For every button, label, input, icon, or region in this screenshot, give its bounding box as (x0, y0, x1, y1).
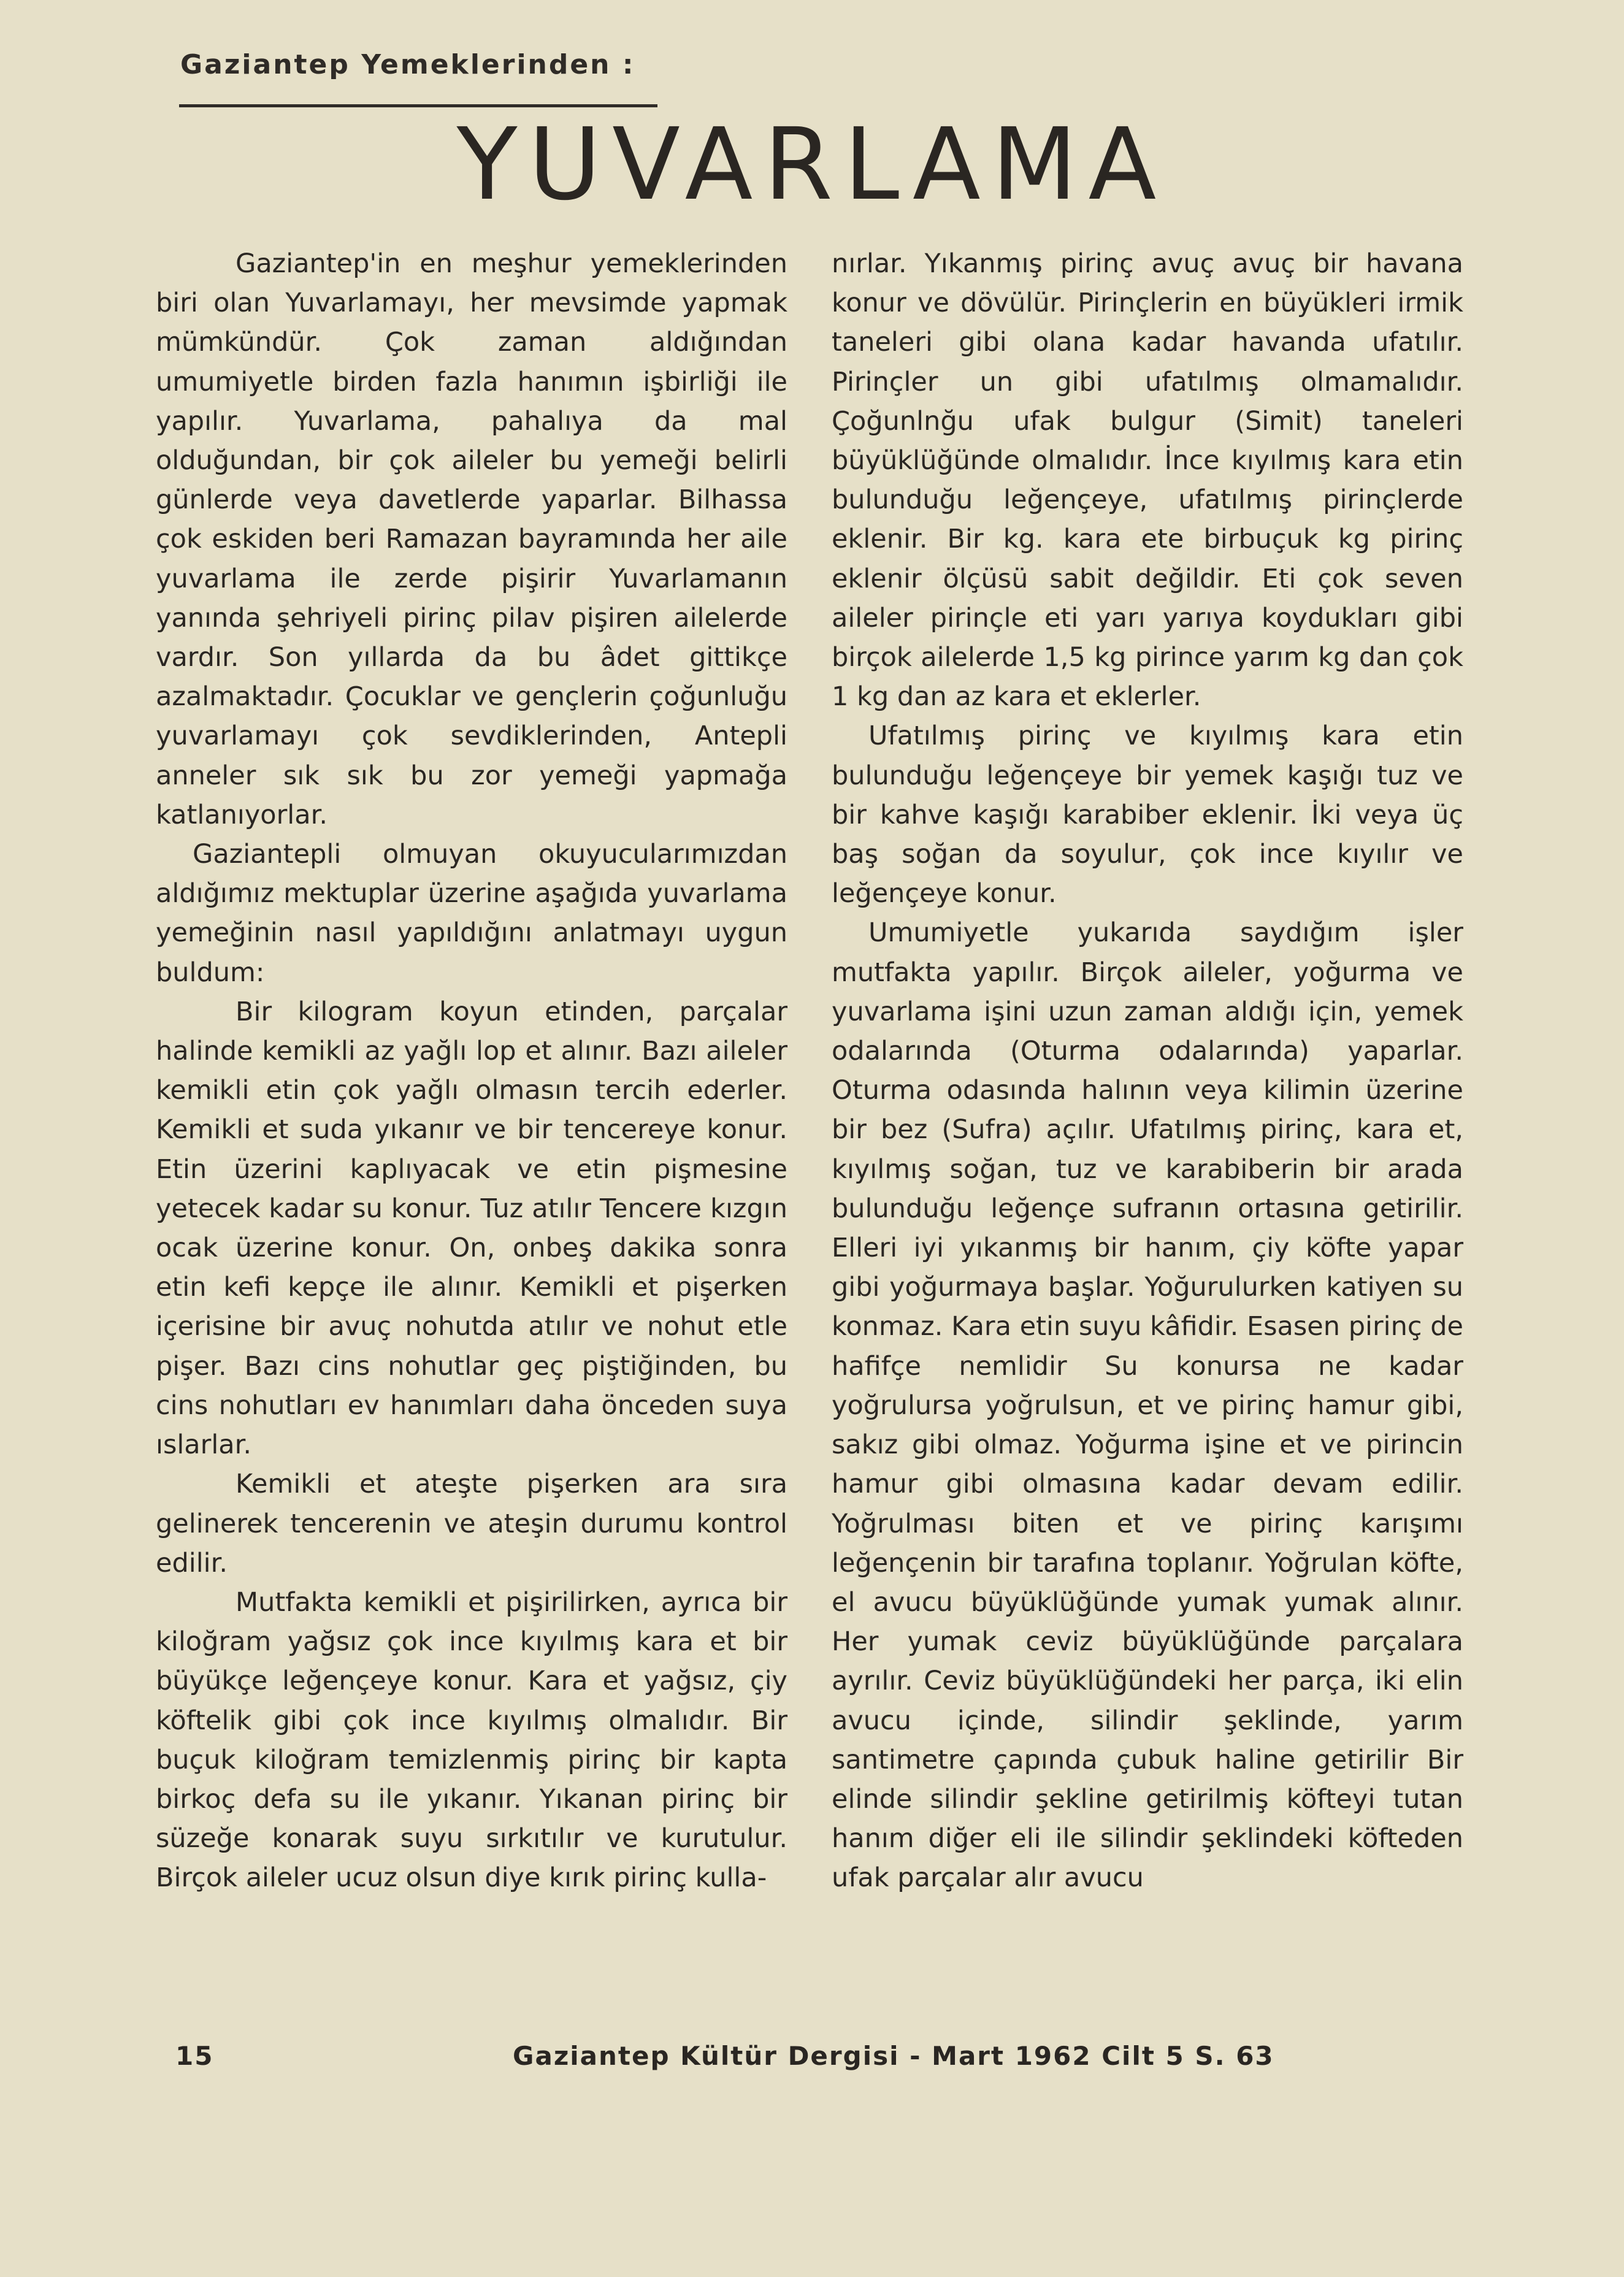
page-number: 15 (175, 2041, 214, 2071)
paragraph: nırlar. Yıkanmış pirinç avuç avuç bir havana konur ve dövülür. Pirinçlerin en büyükleri irmik taneleri gibi olana kadar havanda ufatılır. Pirinçler un gibi ufatılmış olmamalıdır. Çoğunlnğu ufak bulgur (Simit) taneleri büyüklüğünde olmalıdır. İnce kıyılmış kara etin bulunduğu leğençeye, ufatılmış pirinçlerde eklenir. Bir kg. kara ete birbuçuk kg pirinç eklenir ölçüsü sabit değildir. Eti çok seven aileler pirinçle eti yarı yarıya koydukları gibi birçok ailelerde 1,5 kg pirince yarım kg dan çok 1 kg dan az kara et eklerler. (832, 248, 1463, 713)
page-footer (0, 2041, 1624, 2078)
journal-citation: Gaziantep Kültür Dergisi - Mart 1962 Cilt 5 S. 63 (513, 2041, 1274, 2071)
paragraph: Umumiyetle yukarıda saydığım işler mutfakta yapılır. Birçok aileler, yoğurma ve yuvarlama işini uzun zaman aldığı için, yemek odalarında (Oturma odalarında) yaparlar. Oturma odasında halının veya kilimin üzerine bir bez (Sufra) açılır. Ufatılmış pirinç, kara et, kıyılmış soğan, tuz ve karabiberin bir arada bulunduğu leğençe sufranın ortasına getirilir. Elleri iyi yıkanmış bir hanım, çiy köfte yapar gibi yoğurmaya başlar. Yoğurulurken katiyen su konmaz. Kara etin suyu kâfidir. Esasen pirinç de hafifçe nemlidir Su konursa ne kadar yoğrulursa yoğrulsun, et ve pirinç hamur gibi, sakız gibi olmaz. Yoğurma işine et ve pirincin hamur gibi olmasına kadar devam edilir. Yoğrulması biten et ve pirinç karışımı leğençenin bir tarafına toplanır. Yoğrulan köfte, el avucu büyüklüğünde yumak yumak alınır. Her yumak ceviz büyüklüğünde parçalara ayrılır. Ceviz büyüklüğündeki her parça, iki elin avucu içinde, silindir şeklinde, yarım santimetre çapında çubuk haline getirilir Bir elinde silindir şekline getirilmiş köfteyi tutan hanım diğer eli ile silindir şeklindeki köfteden ufak parçalar alır avucu (832, 917, 1463, 1894)
paragraph: Gaziantepli olmuyan okuyucularımızdan aldığımız mektuplar üzerine aşağıda yuvarlama yemeğinin nasıl yapıldığını anlatmayı uygun buldum: (156, 839, 787, 988)
article-title: YUVARLAMA (456, 107, 1168, 223)
paragraph: Gaziantep'in en meşhur yemeklerinden biri olan Yuvarlamayı, her mevsimde yapmak mümkündür. Çok zaman aldığından umumiyetle birden fazla hanımın işbirliği ile yapılır. Yuvarlama, pahalıya da mal olduğundan, bir çok aileler bu yemeği belirli günlerde veya davetlerde yaparlar. Bilhassa çok eskiden beri Ramazan bayramında her aile yuvarlama ile zerde pişirir Yuvarlamanın yanında şehriyeli pirinç pilav pişiren ailelerde vardır. Son yıllarda da bu âdet gittikçe azalmaktadır. Çocuklar ve gençlerin çoğunluğu yuvarlamayı çok sevdiklerinden, Antepli anneler sık sık bu zor yemeği yapmağa katlanıyorlar. (156, 248, 787, 830)
paragraph: Kemikli et ateşte pişerken ara sıra gelinerek tencerenin ve ateşin durumu kontrol edilir. (156, 1469, 787, 1579)
right-column (832, 244, 1463, 1898)
paragraph: Mutfakta kemikli et pişirilirken, ayrıca bir kiloğram yağsız çok ince kıyılmış kara et bir büyükçe leğençeye konur. Kara et yağsız, çiy köftelik gibi çok ince kıyılmış olmalıdır. Bir buçuk kiloğram temizlenmiş pirinç bir kapta birkoç defa su ile yıkanır. Yıkanan pirinç bir süzeğe konarak suyu sırkıtılır ve kurutulur. Birçok aileler ucuz olsun diye kırık pirinç kulla- (156, 1586, 787, 1894)
section-kicker: Gaziantep Yemeklerinden : (180, 49, 635, 80)
left-column (156, 244, 787, 1898)
paragraph: Ufatılmış pirinç ve kıyılmış kara etin bulunduğu leğençeye bir yemek kaşığı tuz ve bir kahve kaşığı karabiber eklenir. İki veya üç baş soğan da soyulur, çok ince kıyılır ve leğençeye konur. (832, 721, 1463, 909)
paragraph: Bir kilogram koyun etinden, parçalar halinde kemikli az yağlı lop et alınır. Bazı aileler kemikli etin çok yağlı olmasın tercih ederler. Kemikli et suda yıkanır ve bir tencereye konur. Etin üzerini kaplıyacak ve etin pişmesine yetecek kadar su konur. Tuz atılır Tencere kızgın ocak üzerine konur. On, onbeş dakika sonra etin kefi kepçe ile alınır. Kemikli et pişerken içerisine bir avuç nohutda atılır ve nohut etle pişer. Bazı cins nohutlar geç piştiğinden, bu cins nohutları ev hanımları daha önceden suya ıslarlar. (156, 996, 787, 1461)
